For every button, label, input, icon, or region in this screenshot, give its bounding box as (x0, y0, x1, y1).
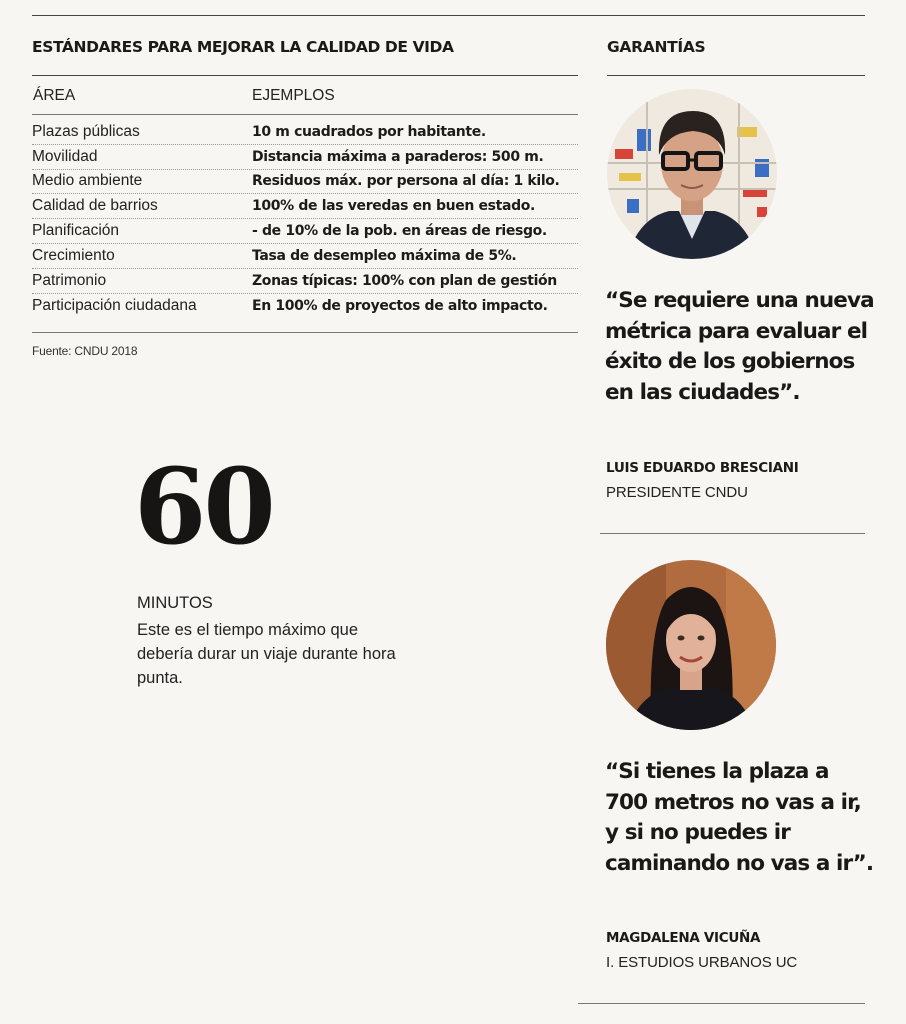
stat-number: 60 (134, 445, 273, 568)
table-title-rule (32, 75, 578, 76)
portrait-woman-icon (606, 560, 776, 730)
column-header-ejemplos: EJEMPLOS (252, 87, 335, 104)
table-row (32, 219, 578, 244)
row-area: Medio ambiente (32, 172, 143, 190)
stat-description: Este es el tiempo máximo que debería durar un viaje durante hora punta. (137, 621, 396, 687)
table-row (32, 120, 578, 145)
row-example: Distancia máxima a paraderos: 500 m. (252, 148, 544, 165)
quote-author-name: MAGDALENA VICUÑA (606, 930, 761, 946)
row-example: En 100% de proyectos de alto impacto. (252, 297, 548, 314)
row-example: Tasa de desempleo máxima de 5%. (252, 247, 517, 264)
quote-author-role: I. ESTUDIOS URBANOS UC (606, 954, 798, 971)
bottom-rule (578, 1003, 865, 1004)
table-row (32, 194, 578, 219)
avatar (606, 560, 776, 730)
row-area: Movilidad (32, 147, 98, 165)
quote-author-role: PRESIDENTE CNDU (606, 484, 748, 501)
row-example: Residuos máx. por persona al día: 1 kilo. (252, 173, 560, 190)
row-area: Crecimiento (32, 246, 115, 264)
row-example: 10 m cuadrados por habitante. (252, 123, 486, 140)
quote-divider (600, 533, 865, 534)
top-rule (32, 15, 865, 16)
row-example: Zonas típicas: 100% con plan de gestión (252, 272, 557, 289)
table-row (32, 244, 578, 269)
stat-unit: MINUTOS (137, 594, 213, 612)
table-title: ESTÁNDARES PARA MEJORAR LA CALIDAD DE VIDA (32, 38, 454, 56)
row-area: Calidad de barrios (32, 197, 158, 215)
table-row (32, 294, 578, 319)
avatar (607, 89, 777, 259)
garantias-title-rule (607, 75, 865, 76)
table-bottom-rule (32, 332, 578, 333)
column-header-area: ÁREA (33, 87, 76, 104)
quote-author-name: LUIS EDUARDO BRESCIANI (606, 460, 799, 476)
row-area: Planificación (32, 222, 120, 240)
standards-table (32, 120, 578, 318)
row-example: 100% de las veredas en buen estado. (252, 198, 536, 215)
table-row (32, 269, 578, 294)
table-source: Fuente: CNDU 2018 (32, 344, 138, 358)
row-area: Patrimonio (32, 271, 107, 289)
quote-text: “Se requiere una nueva métrica para evaluar el éxito de los gobiernos en las ciudades”. (605, 288, 874, 405)
garantias-title: GARANTÍAS (607, 38, 706, 56)
row-area: Participación ciudadana (32, 296, 197, 314)
row-area: Plazas públicas (32, 122, 140, 140)
table-row (32, 170, 578, 195)
quote-text: “Si tienes la plaza a 700 metros no vas a ir, y si no puedes ir caminando no vas a ir”. (605, 759, 874, 876)
header-rule (32, 114, 578, 115)
table-row (32, 145, 578, 170)
row-example: - de 10% de la pob. en áreas de riesgo. (252, 223, 547, 240)
portrait-man-icon (607, 89, 777, 259)
